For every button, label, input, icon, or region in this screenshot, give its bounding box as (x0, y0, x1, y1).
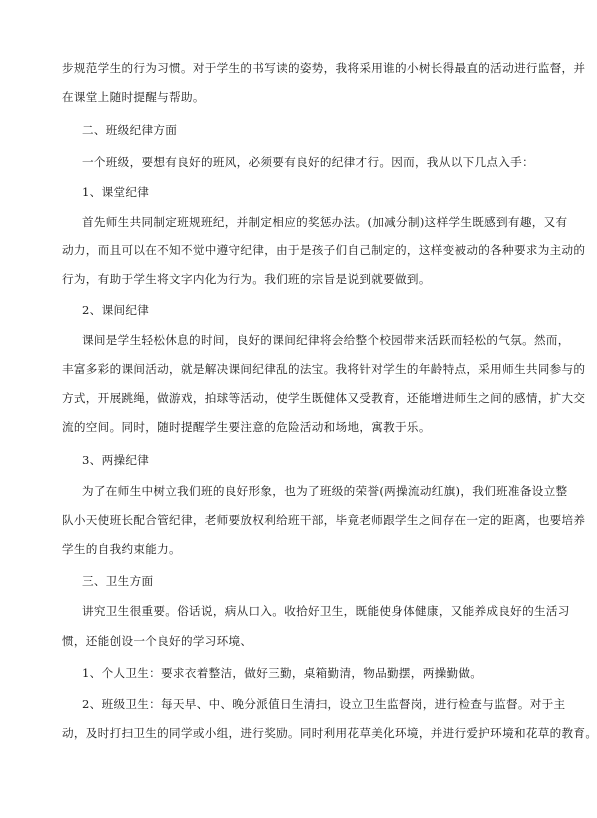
paragraph-line: 动，及时打扫卫生的同学或小组，进行奖励。同时利用花草美化环境，并进行爱护环境和花草的教育。 (62, 726, 597, 740)
paragraph-line: 丰富多彩的课间活动，就是解决课间纪律乱的法宝。我将针对学生的年龄特点，采用师生共同参与的 (62, 362, 586, 376)
paragraph-line: 方式，开展跳绳，做游戏，拍球等活动，使学生既健体又受教育，还能增进师生之间的感情，扩大交 (62, 391, 586, 405)
paragraph-line: 步规范学生的行为习惯。对于学生的书写读的姿势，我将采用谁的小树长得最直的活动进行监督，并 (62, 61, 586, 75)
paragraph-line: 1、个人卫生：要求衣着整洁，做好三勤，桌箱勤清，物品勤摆，两操勤做。 (82, 666, 483, 680)
subsection-heading: 2、课间纪律 (82, 303, 150, 317)
section-heading: 二、班级纪律方面 (82, 123, 178, 137)
subsection-heading: 1、课堂纪律 (82, 185, 150, 199)
paragraph-line: 课间是学生轻松休息的时间，良好的课间纪律将会给整个校园带来活跃而轻松的气氛。然而， (82, 333, 570, 347)
paragraph-line: 一个班级，要想有良好的班风，必须要有良好的纪律才行。因而，我从以下几点入手： (82, 155, 534, 169)
paragraph-line: 行为，有助于学生将文字内化为行为。我们班的宗旨是说到就要做到。 (62, 272, 431, 286)
section-heading: 三、卫生方面 (82, 574, 154, 588)
paragraph-line: 队小天使班长配合管纪律，老师要放权利给班干部，毕竟老师跟学生之间存在一定的距离，也要培养 (62, 513, 586, 527)
paragraph-line: 动力，而且可以在不知不觉中遵守纪律，由于是孩子们自己制定的，这样变被动的各种要求为主动的 (62, 243, 586, 257)
paragraph-line: 首先师生共同制定班规班纪，并制定相应的奖惩办法。(加减分制)这样学生既感到有趣，又有 (82, 215, 568, 229)
paragraph-line: 2、班级卫生：每天早、中、晚分派值日生清扫，设立卫生监督岗，进行检查与监督。对于主 (82, 697, 566, 711)
paragraph-line: 流的空间。同时，随时提醒学生要注意的危险活动和场地，寓教于乐。 (62, 420, 431, 434)
paragraph-line: 在课堂上随时提醒与帮助。 (62, 90, 205, 104)
subsection-heading: 3、两操纪律 (82, 453, 150, 467)
paragraph-line: 为了在师生中树立我们班的良好形象，也为了班级的荣誉(两操流动红旗)，我们班准备设立整 (82, 484, 568, 498)
paragraph-line: 学生的自我约束能力。 (62, 542, 181, 556)
paragraph-line: 惯，还能创设一个良好的学习环境、 (62, 634, 253, 648)
paragraph-line: 讲究卫生很重要。俗话说，病从口入。收拾好卫生，既能使身体健康，又能养成良好的生活习 (82, 604, 570, 618)
